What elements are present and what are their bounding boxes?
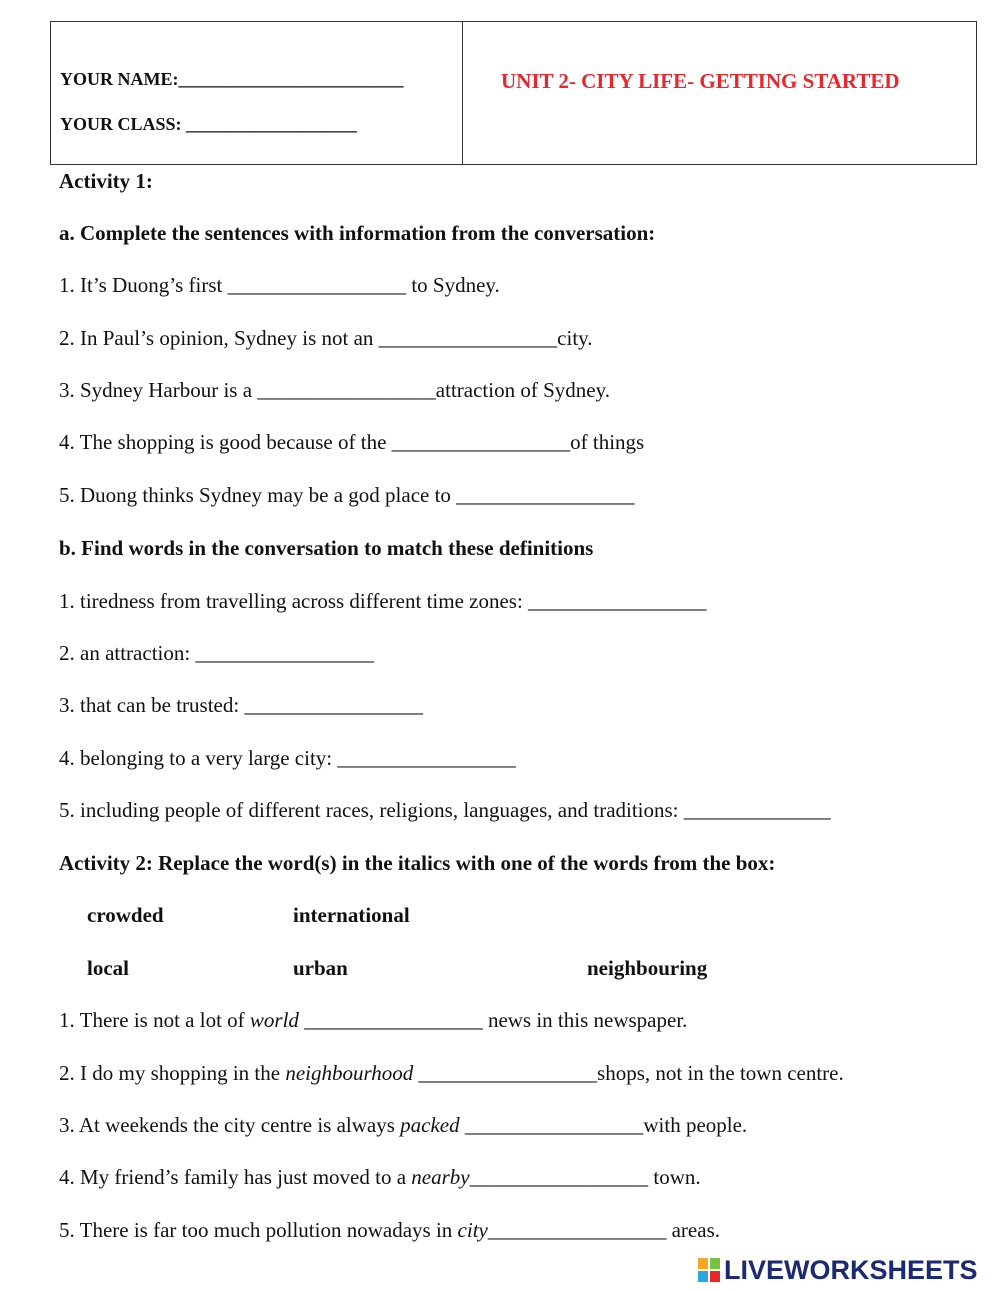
- a2-item-4-italic: nearby: [411, 1165, 470, 1189]
- activity1b-instruction: b. Find words in the conversation to match these definitions: [59, 536, 594, 560]
- a2-item-1-before: 1. There is not a lot of: [59, 1008, 250, 1032]
- activity1-heading: Activity 1:: [59, 169, 153, 193]
- activity2-heading: Activity 2: Replace the word(s) in the italics with one of the words from the box:: [59, 851, 776, 875]
- a2-item-5-italic: city: [457, 1218, 488, 1242]
- a2-item-5[interactable]: [59, 1218, 720, 1242]
- header-table: [50, 21, 977, 165]
- student-info-cell: [51, 22, 463, 164]
- a1a-item-1[interactable]: 1. It’s Duong’s first _________________ to Sydney.: [59, 273, 500, 297]
- a1a-item-5[interactable]: 5. Duong thinks Sydney may be a god place to _________________: [59, 483, 635, 507]
- a2-item-2-before: 2. I do my shopping in the: [59, 1061, 286, 1085]
- name-field[interactable]: YOUR NAME:_________________________: [60, 69, 404, 89]
- a2-item-2[interactable]: [59, 1061, 844, 1085]
- a2-item-4-after: _________________ town.: [469, 1165, 701, 1189]
- logo-text: LIVEWORKSHEETS: [724, 1254, 978, 1285]
- worksheet-title: UNIT 2- CITY LIFE- GETTING STARTED: [501, 69, 900, 93]
- box-word-crowded: crowded: [87, 903, 164, 927]
- a2-item-1-italic: world: [249, 1008, 299, 1032]
- a2-item-4[interactable]: [59, 1165, 701, 1189]
- class-field[interactable]: YOUR CLASS: ___________________: [60, 114, 358, 134]
- a2-item-3-after: _________________with people.: [459, 1113, 748, 1137]
- a1b-item-5[interactable]: 5. including people of different races, religions, languages, and traditions: ______________: [59, 798, 831, 822]
- a2-item-1[interactable]: [59, 1008, 687, 1032]
- a1a-item-4[interactable]: 4. The shopping is good because of the _________________of things: [59, 430, 645, 454]
- liveworksheets-logo: [698, 1255, 978, 1285]
- box-word-local: local: [87, 956, 129, 980]
- box-word-neighbouring: neighbouring: [587, 956, 708, 980]
- activity1a-instruction: a. Complete the sentences with information from the conversation:: [59, 221, 656, 245]
- a1a-item-3[interactable]: 3. Sydney Harbour is a _________________attraction of Sydney.: [59, 378, 610, 402]
- a2-item-5-after: _________________ areas.: [487, 1218, 720, 1242]
- a1b-item-1[interactable]: 1. tiredness from travelling across different time zones: _________________: [59, 589, 707, 613]
- a2-item-2-after: _________________shops, not in the town centre.: [413, 1061, 844, 1085]
- box-word-international: international: [293, 903, 410, 927]
- a1a-item-2[interactable]: 2. In Paul’s opinion, Sydney is not an _________________city.: [59, 326, 593, 350]
- title-cell: [463, 22, 976, 164]
- logo-square-1: [698, 1258, 708, 1269]
- a2-item-3[interactable]: [59, 1113, 747, 1137]
- a2-item-3-italic: packed: [400, 1113, 460, 1137]
- a2-item-2-italic: neighbourhood: [285, 1061, 414, 1085]
- liveworksheets-logo-icon: [698, 1258, 720, 1282]
- a2-item-5-before: 5. There is far too much pollution nowadays in: [59, 1218, 458, 1242]
- a1b-item-4[interactable]: 4. belonging to a very large city: _________________: [59, 746, 516, 770]
- logo-square-3: [698, 1271, 708, 1282]
- a2-item-3-before: 3. At weekends the city centre is always: [59, 1113, 401, 1137]
- a1b-item-3[interactable]: 3. that can be trusted: _________________: [59, 693, 423, 717]
- a2-item-1-after: _________________ news in this newspaper.: [298, 1008, 688, 1032]
- logo-square-2: [710, 1258, 720, 1269]
- a1b-item-2[interactable]: 2. an attraction: _________________: [59, 641, 374, 665]
- a2-item-4-before: 4. My friend’s family has just moved to a: [59, 1165, 412, 1189]
- box-word-urban: urban: [293, 956, 348, 980]
- logo-square-4: [710, 1271, 720, 1282]
